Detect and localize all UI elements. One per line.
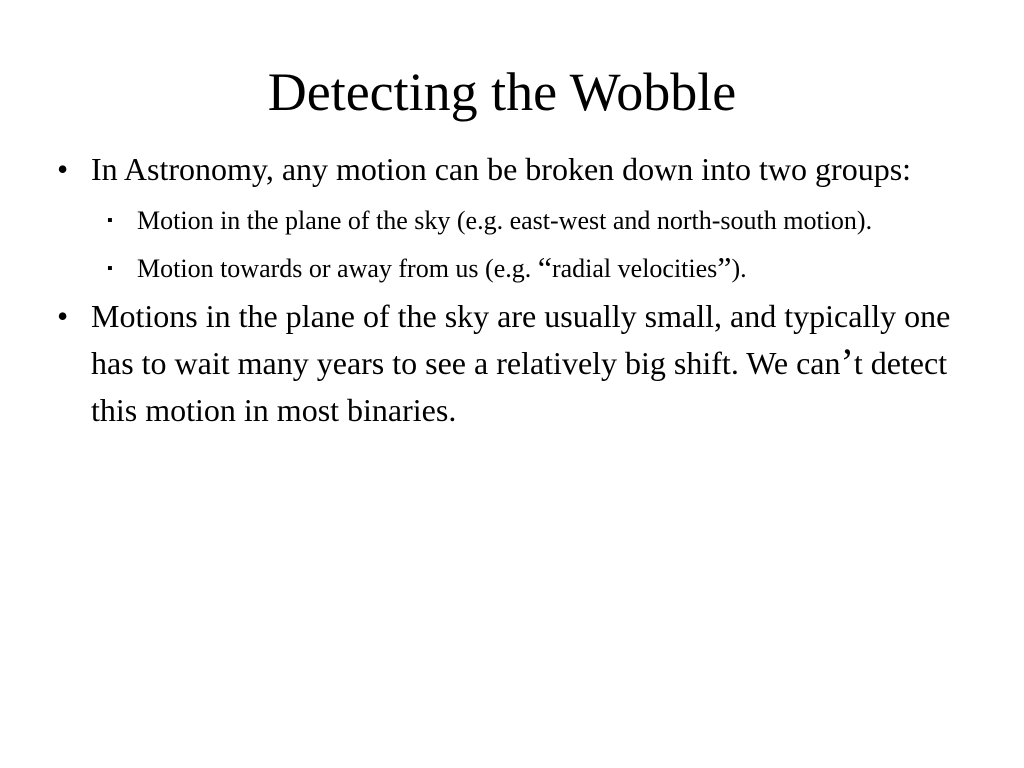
bullet-text-end: t detect this motion in most binaries. xyxy=(91,345,948,428)
bullet-text-start: Motions in the plane of the sky are usually small, and typically one has to wait many years to see a relatively big shift. We can xyxy=(91,298,951,381)
sub-bullet-item xyxy=(0,249,997,289)
bullet-dot-icon: • xyxy=(57,298,69,334)
bullet-item xyxy=(0,146,996,193)
close-quote-mark: ” xyxy=(717,250,732,286)
sub-bullet-text: Motion in the plane of the sky (e.g. east-west and north-south motion). xyxy=(137,206,873,235)
square-bullet-icon: ▪ xyxy=(107,260,113,277)
bullet-dot-icon: • xyxy=(57,151,69,187)
bullet-item xyxy=(0,293,996,434)
sub-bullet-list xyxy=(0,201,1024,289)
slide-title: Detecting the Wobble xyxy=(267,62,737,122)
sub-bullet-text-end: ). xyxy=(731,254,747,283)
slide-body xyxy=(0,146,1024,434)
square-bullet-icon: ▪ xyxy=(107,212,113,229)
sub-bullet-text-start: Motion towards or away from us (e.g. xyxy=(137,254,538,283)
apostrophe-mark: ’ xyxy=(840,340,854,385)
quoted-term: radial velocities xyxy=(551,254,718,283)
sub-bullet-item xyxy=(0,201,997,241)
open-quote-mark: “ xyxy=(537,250,552,286)
bullet-text: In Astronomy, any motion can be broken down into two groups: xyxy=(91,151,912,187)
